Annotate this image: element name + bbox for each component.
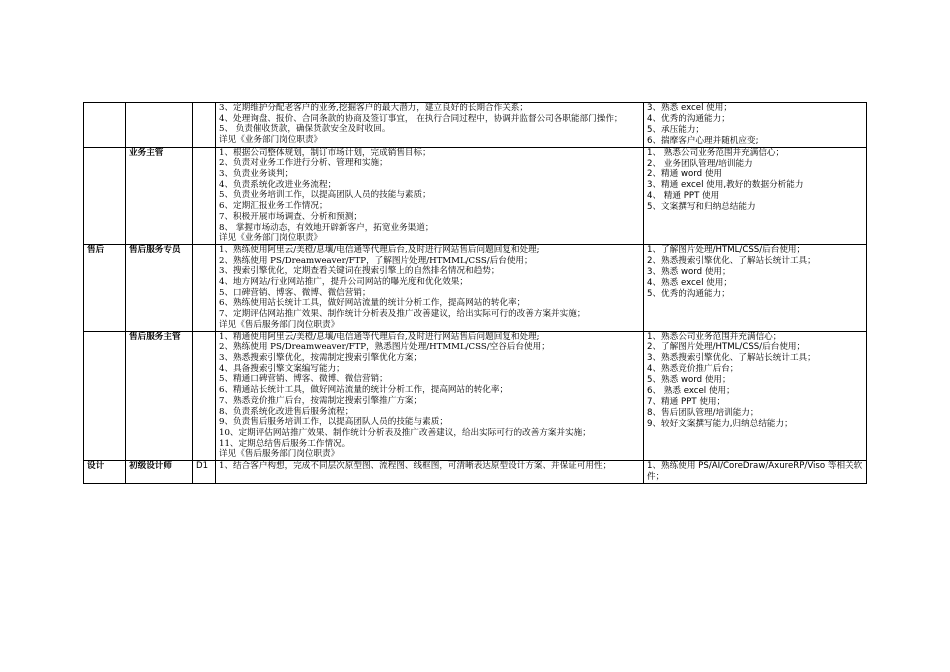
duty-item: 1、结合客户构想，完成不同层次原型图、流程图、线框图，可清晰表达原型设计方案、并保证可用性；	[219, 461, 612, 472]
department-cell	[84, 147, 126, 244]
duty-item: 4、处理询盘、报价、合同条款的协商及签订事宜， 在执行合同过程中，协调并监督公司各职能部门操作；	[219, 113, 623, 124]
duty-item: 11、定期总结售后服务工作情况。	[219, 438, 351, 449]
duty-item: 10、定期评估网站推广效果、制作统计分析表及推广改善建议，给出实际可行的改善方案并实施；	[219, 427, 591, 438]
duties-cell	[216, 147, 644, 244]
requirement-item: 3、精通 excel 使用,教好的数据分析能力	[647, 180, 804, 191]
duty-item: 6、定期汇报业务工作情况；	[219, 201, 328, 212]
level-cell	[193, 244, 216, 331]
requirement-item: 5、文案撰写和归纳总结能力	[647, 202, 756, 213]
duty-item: 9、负责售后服务培训工作，以提高团队人员的技能与素质；	[219, 417, 448, 428]
department-cell	[84, 331, 126, 460]
duty-reference: 详见《售后服务部门岗位职责》	[219, 319, 340, 330]
duties-cell	[216, 103, 644, 148]
duty-item: 2、熟练使用 PS/Dreamweaver/FTP，熟悉图片处理/HTMML/CSS/空谷后台使用；	[219, 342, 550, 353]
duty-item: 5、精通口碑营销、博客、微博、微信营销；	[219, 374, 388, 385]
duty-item: 7、熟悉竞价推广后台，按需制定搜索引擎推广方案；	[219, 395, 423, 406]
requirement-item: 1、 熟悉公司业务范围并充满信心；	[647, 147, 785, 158]
duty-item: 1、熟练使用阿里云/美橙/息壤/电信通等代理后台,及时进行网站售后问题回复和处理;	[219, 244, 540, 255]
requirement-item: 5、优秀的沟通能力；	[647, 288, 730, 299]
requirements-cell	[644, 331, 867, 460]
requirement-item: 4、熟悉竞价推广后台；	[647, 364, 739, 375]
table-row	[84, 331, 867, 460]
requirements-cell	[644, 147, 867, 244]
table-row	[84, 103, 867, 148]
requirement-item: 2、了解图片处理/HTML/CSS/后台使用；	[647, 342, 806, 353]
duty-item: 8、负责系统化改进售后服务流程；	[219, 406, 354, 417]
duties-cell	[216, 461, 644, 484]
requirement-item: 6、 熟悉 excel 使用；	[647, 386, 735, 397]
table-row	[84, 461, 867, 484]
duty-reference: 详见《业务部门岗位职责》	[219, 135, 323, 146]
duty-item: 3、熟悉搜索引擎优化，按需制定搜索引擎优化方案；	[219, 352, 423, 363]
position-cell: 售后服务主管	[126, 331, 193, 460]
requirement-item: 3、熟悉 word 使用；	[647, 266, 731, 277]
duty-item: 6、熟练使用站长统计工具，做好网站流量的统计分析工作，提高网站的转化率；	[219, 298, 526, 309]
position-cell: 售后服务专员	[126, 244, 193, 331]
duty-item: 4、地方网站/行业网站推广，提升公司网站的曝光度和优化效果；	[219, 277, 468, 288]
duty-item: 7、定期评估网站推广效果、制作统计分析表及推广改善建议，给出实际可行的改善方案并实施；	[219, 309, 586, 320]
duty-item: 7、积极开展市场调查、分析和预测；	[219, 211, 362, 222]
requirement-item: 1、了解图片处理/HTML/CSS/后台使用；	[647, 244, 806, 255]
requirement-item: 2、 业务团队管理/培训能力	[647, 158, 753, 169]
requirements-cell	[644, 103, 867, 148]
requirement-item: 2、精通 word 使用	[647, 169, 723, 180]
duties-cell	[216, 331, 644, 460]
requirement-item: 5、承压能力；	[647, 124, 705, 135]
department-cell: 设计	[84, 461, 126, 484]
requirement-item: 3、熟悉搜索引擎优化、了解站长统计工具；	[647, 353, 816, 364]
duty-item: 5、负责业务培训工作，以提高团队人员的技能与素质；	[219, 190, 431, 201]
duty-item: 2、熟练使用 PS/Dreamweaver/FTP，了解图片处理/HTMML/CSS/后台使用；	[219, 255, 533, 266]
requirement-item: 7、精通 PPT 使用；	[647, 397, 726, 408]
duty-item: 4、负责系统化改进业务流程；	[219, 179, 337, 190]
table-row	[84, 147, 867, 244]
requirement-item: 9、较好文案撰写能力,归纳总结能力；	[647, 418, 793, 429]
department-cell: 售后	[84, 244, 126, 331]
duty-item: 8、 掌握市场动态，有效地开辟新客户，拓宽业务渠道；	[219, 222, 434, 233]
duty-item: 5、口碑营销、博客、微博、微信营销；	[219, 287, 371, 298]
requirement-item: 8、售后团队管理/培训能力；	[647, 407, 759, 418]
duty-reference: 详见《售后服务部门岗位职责》	[219, 449, 340, 460]
duty-item: 3、负责业务谈判；	[219, 169, 294, 180]
job-description-table	[83, 102, 867, 484]
duty-reference: 详见《业务部门岗位职责》	[219, 233, 323, 244]
position-cell: 初级设计师	[126, 461, 193, 484]
position-cell: 业务主管	[126, 147, 193, 244]
requirements-cell	[644, 461, 867, 484]
duties-cell	[216, 244, 644, 331]
requirement-item: 1、熟练使用 PS/AI/CoreDraw/AxureRP/Viso 等相关软件；	[647, 461, 863, 482]
requirement-item: 3、熟悉 excel 使用；	[647, 103, 732, 113]
requirements-cell	[644, 244, 867, 331]
requirement-item: 4、优秀的沟通能力；	[647, 113, 730, 124]
requirement-item: 6、揣摩客户心理并随机应变;	[647, 135, 759, 146]
duty-item: 2、负责对业务工作进行分析、管理和实施；	[219, 158, 388, 169]
requirement-item: 4、 精通 PPT 使用	[647, 191, 720, 202]
requirement-item: 2、熟悉搜索引擎优化、了解站长统计工具；	[647, 255, 816, 266]
duty-item: 1、精通使用阿里云/美橙/息壤/电信通等代理后台,及时进行网站售后问题回复和处理;	[219, 331, 540, 342]
level-cell	[193, 331, 216, 460]
position-cell	[126, 103, 193, 148]
requirement-item: 5、熟悉 word 使用；	[647, 375, 731, 386]
duty-item: 6、精通站长统计工具，做好网站流量的统计分析工作，提高网站的转化率；	[219, 385, 509, 396]
department-cell	[84, 103, 126, 148]
requirement-item: 1、熟悉公司业务范围并充满信心；	[647, 331, 782, 342]
level-cell	[193, 103, 216, 148]
level-cell: D1	[193, 461, 216, 484]
table-row	[84, 244, 867, 331]
duty-item: 3、定期维护分配老客户的业务,挖掘客户的最大潜力，建立良好的长期合作关系；	[219, 103, 528, 113]
duty-item: 5、 负责催收货款，确保货款安全及时收回。	[219, 124, 391, 135]
duty-item: 1、根据公司整体规划，制订市场计划，完成销售目标；	[219, 147, 431, 158]
duty-item: 3、搜索引擎优化，定期查看关键词在搜索引擎上的自然排名情况和趋势；	[219, 266, 500, 277]
duty-item: 4、具备搜索引擎文案编写能力；	[219, 363, 345, 374]
level-cell	[193, 147, 216, 244]
requirement-item: 4、熟悉 excel 使用；	[647, 277, 732, 288]
